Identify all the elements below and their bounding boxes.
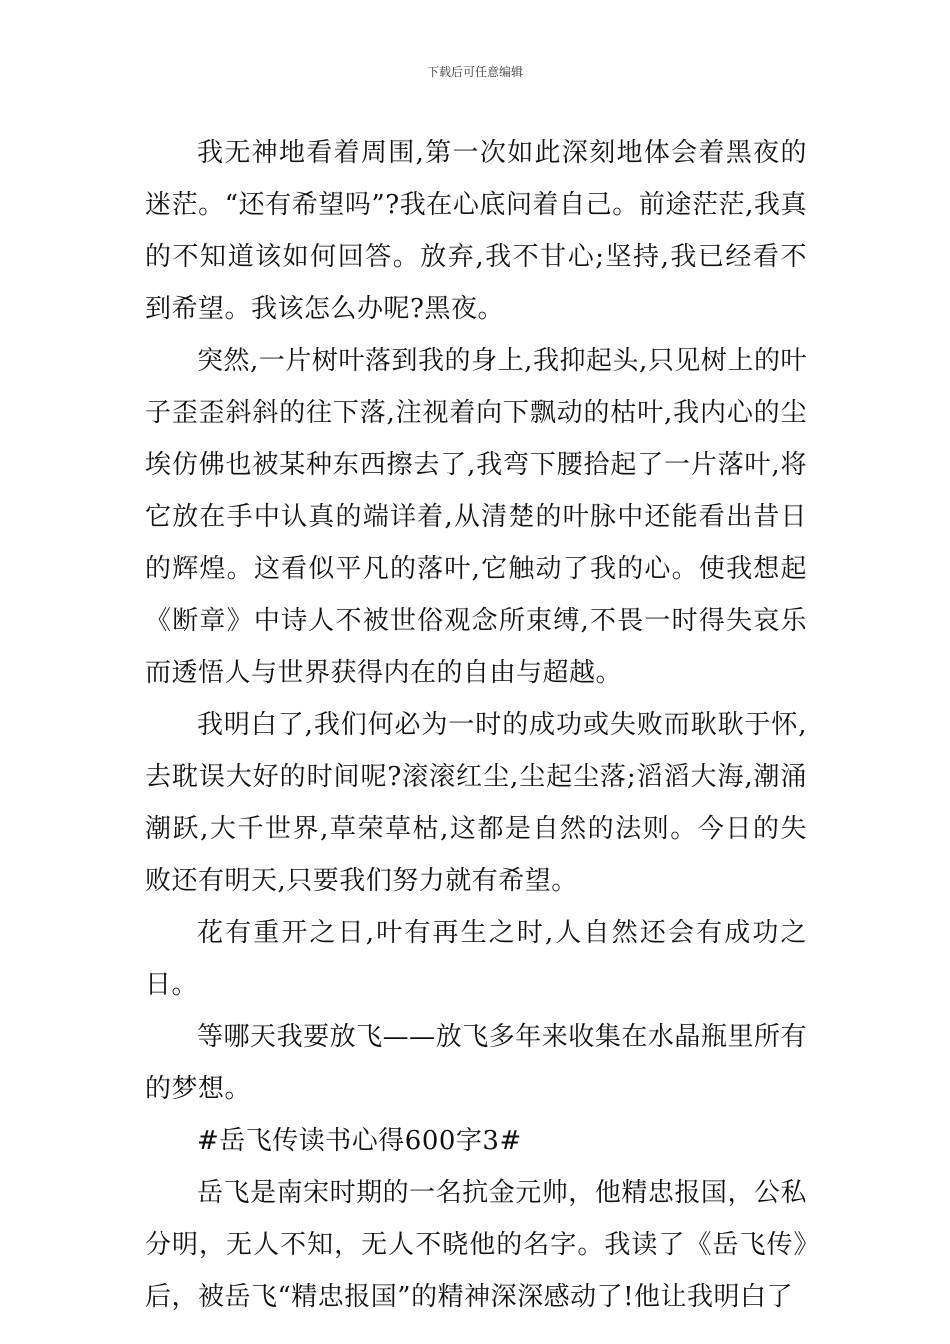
paragraph-4: 花有重开之日,叶有再生之时,人自然还会有成功之日。 — [145, 918, 807, 1000]
document-body — [145, 127, 807, 1323]
paragraph-5: 等哪天我要放飞——放飞多年来收集在水晶瓶里所有的梦想。 — [145, 1022, 807, 1104]
paragraph-2: 突然,一片树叶落到我的身上,我抑起头,只见树上的叶子歪歪斜斜的往下落,注视着向下飘动的枯叶,我内心的尘埃仿佛也被某种东西擦去了,我弯下腰拾起了一片落叶,将它放在手中认真的端详着,从清楚的叶脉中还能看出昔日的辉煌。这看似平凡的落叶,它触动了我的心。使我想起《断章》中诗人不被世俗观念所束缚,不畏一时得失哀乐而透悟人与世界获得内在的自由与超越。 — [145, 346, 807, 688]
paragraph-3: 我明白了,我们何必为一时的成功或失败而耿耿于怀,去耽误大好的时间呢?滚滚红尘,尘起尘落;滔滔大海,潮涌潮跃,大千世界,草荣草枯,这都是自然的法则。今日的失败还有明天,只要我们努力就有希望。 — [145, 710, 807, 896]
paragraph-1: 我无神地看着周围,第一次如此深刻地体会着黑夜的迷茫。“还有希望吗”?我在心底问着自己。前途茫茫,我真的不知道该如何回答。放弃,我不甘心;坚持,我已经看不到希望。我该怎么办呢?黑夜。 — [145, 138, 807, 324]
section-paragraph: 岳飞是南宋时期的一名抗金元帅，他精忠报国，公私分明，无人不知，无人不晓他的名字。我读了《岳飞传》后，被岳飞“精忠报国”的精神深深感动了!他让我明白了 — [145, 1178, 807, 1312]
section-heading: #岳飞传读书心得600字3# — [197, 1126, 522, 1156]
page-header: 下载后可任意编辑 — [426, 65, 523, 79]
